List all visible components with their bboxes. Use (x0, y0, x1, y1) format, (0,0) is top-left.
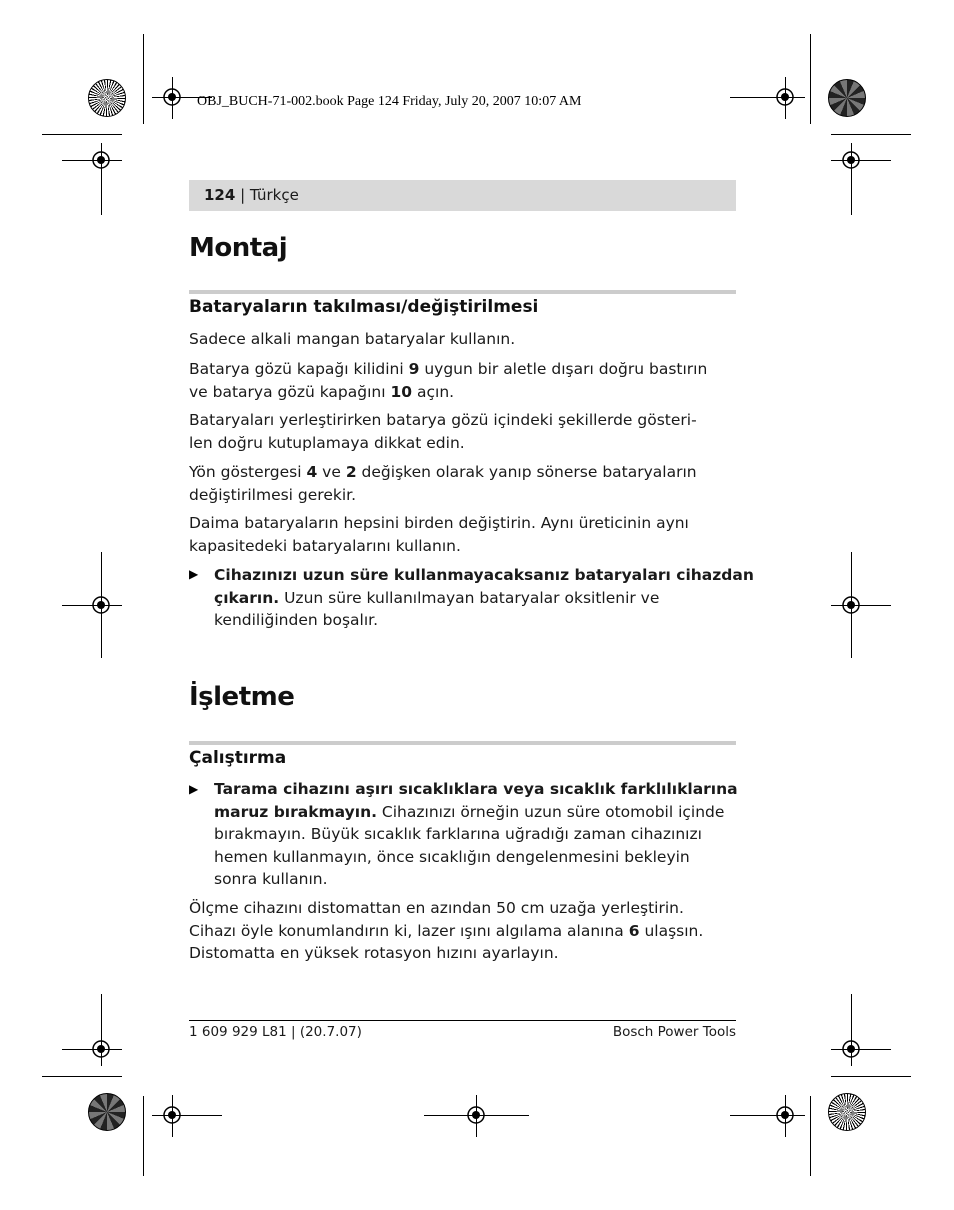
crosshair-target-icon (838, 147, 864, 173)
paragraph (189, 461, 749, 506)
paragraph-text: uygun bir aletle dışarı doğru bastırın (419, 360, 708, 378)
paragraph-text: Sadece alkali mangan bataryalar kullanın. (189, 330, 516, 348)
subsection-title-batteries: Bataryaların takılması/değiştirilmesi (189, 297, 539, 317)
section-title-isletme: İşletme (189, 682, 295, 712)
reference-number: 4 (306, 463, 318, 481)
paragraph-text: bırakmayın. Büyük sıcaklık farklarına uğradığı zaman cihazınızı (214, 825, 702, 843)
section-rule (189, 741, 736, 745)
paragraph-text: ulaşsın. (639, 921, 704, 940)
paragraph-text: kapasitedeki bataryalarını kullanın. (189, 536, 461, 555)
reference-number: 6 (628, 921, 640, 940)
paragraph-text: len doğru kutuplamaya dikkat edin. (189, 433, 465, 452)
paragraph-text: sonra kullanın. (214, 870, 328, 888)
crosshair-target-icon (838, 592, 864, 618)
page-number: 124 (204, 186, 236, 204)
warning-bold-text: Cihazınızı uzun süre kullanmayacaksanız bataryaları cihazdan (214, 566, 754, 584)
section-rule (189, 290, 736, 294)
warning-bullet (214, 778, 754, 891)
paragraph (189, 409, 749, 454)
running-head-language: Türkçe (249, 186, 299, 204)
paragraph (189, 512, 749, 557)
footer-rule (189, 1020, 736, 1021)
bullet-arrow-icon: ▶ (189, 567, 199, 581)
bullet-arrow-icon: ▶ (189, 782, 199, 796)
running-head-text (204, 186, 299, 204)
paragraph-text: Yön göstergesi (189, 463, 307, 481)
paragraph (189, 897, 749, 965)
warning-bold-text: Tarama cihazını aşırı sıcaklıklara veya sıcaklık farklılıklarına (214, 780, 738, 798)
registration-rosette-icon (88, 79, 126, 117)
paragraph-text: Distomatta en yüksek rotasyon hızını ayarlayın. (189, 944, 559, 962)
paragraph-text: Bataryaları yerleştirirken batarya gözü içindeki şekillerde gösteri- (189, 411, 697, 429)
paragraph-text: ve batarya gözü kapağını (189, 382, 391, 401)
paragraph-text: Cihazınızı örneğin uzun süre otomobil içinde (377, 802, 725, 821)
running-head (189, 180, 736, 211)
paragraph-text: Cihazı öyle konumlandırın ki, lazer ışını algılama alanına (189, 921, 629, 940)
reference-number: 2 (345, 463, 357, 481)
registration-rosette-icon (828, 79, 866, 117)
reference-number: 10 (390, 382, 413, 401)
crosshair-target-icon (772, 1102, 798, 1128)
crosshair-target-icon (88, 1036, 114, 1062)
paragraph-text: hemen kullanmayın, önce sıcaklığın dengelenmesini bekleyin (214, 847, 690, 866)
footer-brand: Bosch Power Tools (612, 1024, 736, 1040)
registration-rosette-icon (828, 1093, 866, 1131)
crosshair-target-icon (838, 1036, 864, 1062)
warning-bullet (214, 564, 754, 632)
crosshair-target-icon (772, 84, 798, 110)
crosshair-target-icon (159, 1102, 185, 1128)
paragraph-text: Uzun süre kullanılmayan bataryalar oksitlenir ve (279, 588, 660, 607)
section-title-montaj: Montaj (189, 233, 288, 263)
running-head-separator: | (235, 186, 250, 204)
crosshair-target-icon (463, 1102, 489, 1128)
warning-bold-text: çıkarın. (214, 588, 280, 607)
warning-bold-text: maruz bırakmayın. (214, 802, 377, 821)
paragraph-text: Daima bataryaların hepsini birden değiştirin. Aynı üreticinin aynı (189, 514, 689, 532)
paragraph (189, 358, 749, 403)
paragraph-text: değiştirilmesi gerekir. (189, 485, 357, 504)
subsection-title-operation: Çalıştırma (189, 748, 287, 768)
paragraph-text: Ölçme cihazını distomattan en azından 50 cm uzağa yerleştirin. (189, 899, 684, 917)
crosshair-target-icon (159, 84, 185, 110)
registration-rosette-icon (88, 1093, 126, 1131)
print-meta-header: OBJ_BUCH-71-002.book Page 124 Friday, July 20, 2007 10:07 AM (197, 94, 582, 109)
paragraph-text: açın. (412, 382, 455, 401)
paragraph-text: kendiliğinden boşalır. (214, 611, 379, 629)
crosshair-target-icon (88, 592, 114, 618)
paragraph-text: Batarya gözü kapağı kilidini (189, 360, 409, 378)
paragraph-text: ve (317, 463, 346, 481)
reference-number: 9 (408, 360, 420, 378)
footer-doc-number: 1 609 929 L81 | (20.7.07) (189, 1024, 362, 1040)
paragraph-text: değişken olarak yanıp sönerse bataryaların (356, 463, 697, 481)
crosshair-target-icon (88, 147, 114, 173)
paragraph (189, 328, 749, 351)
